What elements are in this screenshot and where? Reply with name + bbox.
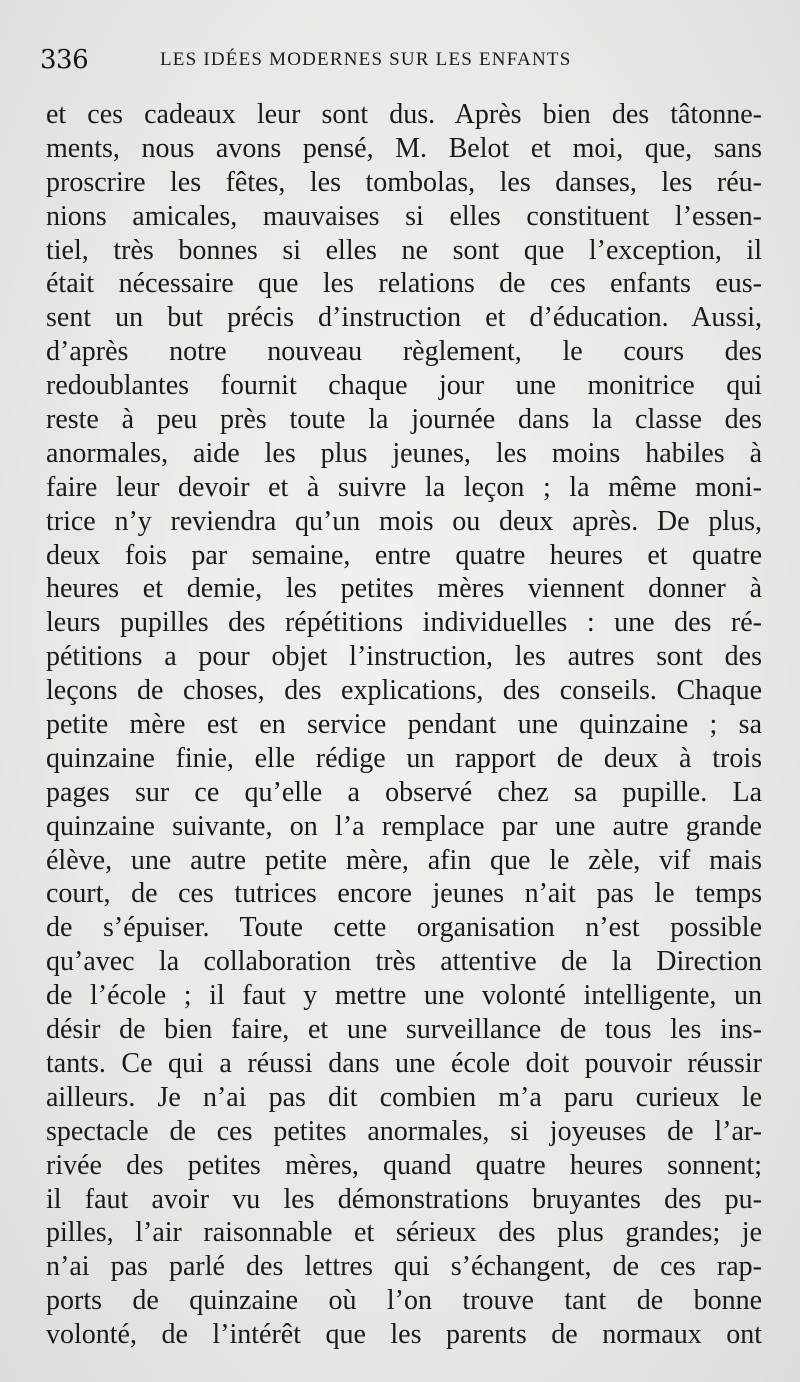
text-line: pilles, l’air raisonnable et sérieux des plus grandes; je bbox=[46, 1217, 762, 1249]
text-line: élève, une autre petite mère, afin que le zèle, vif mais bbox=[46, 844, 762, 876]
text-line: quinzaine finie, elle rédige un rapport de deux à trois bbox=[46, 742, 762, 774]
text-line: proscrire les fêtes, les tombolas, les danses, les réu- bbox=[46, 166, 762, 198]
text-line: désir de bien faire, et une surveillance de tous les ins- bbox=[46, 1014, 762, 1046]
text-line: qu’avec la collaboration très attentive de la Direction bbox=[46, 946, 762, 978]
text-line: était nécessaire que les relations de ces enfants eus- bbox=[46, 268, 762, 300]
running-head: LES IDÉES MODERNES SUR LES ENFANTS bbox=[160, 49, 572, 70]
text-line: volonté, de l’intérêt que les parents de normaux ont bbox=[46, 1319, 762, 1351]
text-line: ments, nous avons pensé, M. Belot et moi, que, sans bbox=[46, 132, 762, 164]
text-line: faire leur devoir et à suivre la leçon ; la même moni- bbox=[46, 471, 762, 503]
page-header bbox=[40, 40, 740, 80]
text-line: ports de quinzaine où l’on trouve tant de bonne bbox=[46, 1285, 762, 1317]
text-line: de l’école ; il faut y mettre une volonté intelligente, un bbox=[46, 980, 762, 1012]
text-line: tants. Ce qui a réussi dans une école doit pouvoir réussir bbox=[46, 1047, 762, 1079]
text-line: leçons de choses, des explications, des conseils. Chaque bbox=[46, 675, 762, 707]
text-line: petite mère est en service pendant une quinzaine ; sa bbox=[46, 709, 762, 741]
text-line: pages sur ce qu’elle a observé chez sa pupille. La bbox=[46, 776, 762, 808]
text-line: leurs pupilles des répétitions individuelles : une des ré- bbox=[46, 607, 762, 639]
text-line: reste à peu près toute la journée dans la classe des bbox=[46, 404, 762, 436]
text-line: heures et demie, les petites mères viennent donner à bbox=[46, 573, 762, 605]
text-line: ailleurs. Je n’ai pas dit combien m’a paru curieux le bbox=[46, 1081, 762, 1113]
text-line: et ces cadeaux leur sont dus. Après bien des tâtonne- bbox=[46, 99, 762, 130]
text-line: rivée des petites mères, quand quatre heures sonnent; bbox=[46, 1149, 762, 1181]
text-line: trice n’y reviendra qu’un mois ou deux après. De plus, bbox=[46, 505, 762, 537]
text-line: de s’épuiser. Toute cette organisation n’est possible bbox=[46, 912, 762, 944]
text-line: tiel, très bonnes si elles ne sont que l’exception, il bbox=[46, 234, 762, 266]
text-line: spectacle de ces petites anormales, si joyeuses de l’ar- bbox=[46, 1115, 762, 1147]
text-line: anormales, aide les plus jeunes, les moins habiles à bbox=[46, 437, 762, 469]
page-number: 336 bbox=[40, 45, 89, 75]
text-line: pétitions a pour objet l’instruction, les autres sont des bbox=[46, 641, 762, 673]
text-line: d’après notre nouveau règlement, le cours des bbox=[46, 336, 762, 368]
text-line: sent un but précis d’instruction et d’éducation. Aussi, bbox=[46, 302, 762, 334]
text-line: court, de ces tutrices encore jeunes n’ait pas le temps bbox=[46, 878, 762, 910]
text-line: il faut avoir vu les démonstrations bruyantes des pu- bbox=[46, 1183, 762, 1215]
text-line: redoublantes fournit chaque jour une monitrice qui bbox=[46, 370, 762, 402]
text-line: deux fois par semaine, entre quatre heures et quatre bbox=[46, 539, 762, 571]
text-line: quinzaine suivante, on l’a remplace par une autre grande bbox=[46, 810, 762, 842]
body-text bbox=[46, 98, 762, 1352]
text-line: nions amicales, mauvaises si elles constituent l’essen- bbox=[46, 200, 762, 232]
text-line: n’ai pas parlé des lettres qui s’échangent, de ces rap- bbox=[46, 1251, 762, 1283]
